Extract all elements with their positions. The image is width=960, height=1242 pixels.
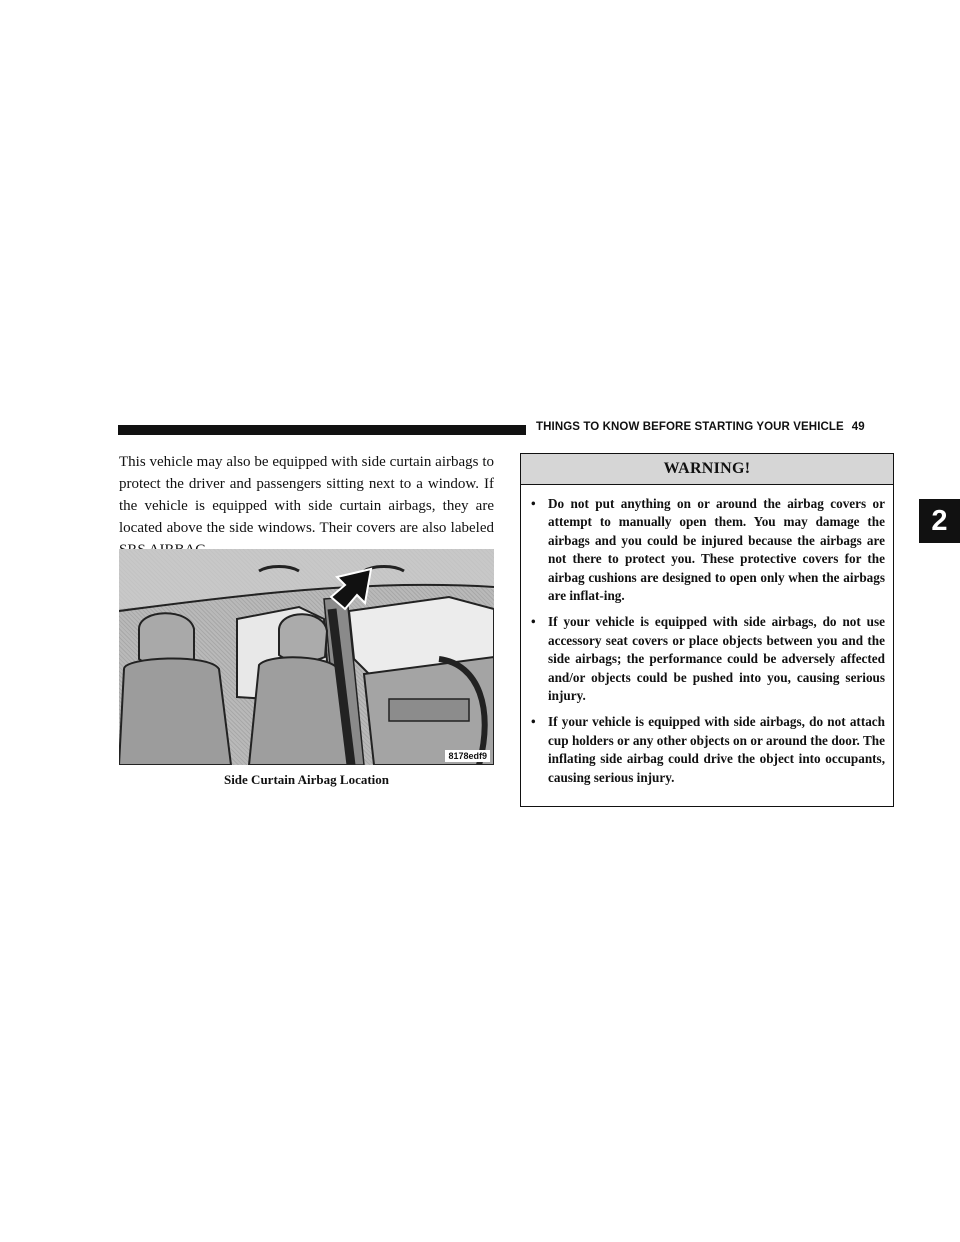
bullet-icon: • bbox=[531, 714, 536, 730]
bullet-icon: • bbox=[531, 614, 536, 630]
page-number: 49 bbox=[851, 421, 865, 433]
warning-item bbox=[531, 713, 885, 787]
warning-box bbox=[520, 453, 894, 807]
running-header bbox=[536, 421, 896, 433]
section-title: THINGS TO KNOW BEFORE STARTING YOUR VEHICLE bbox=[536, 421, 844, 433]
chapter-tab: 2 bbox=[919, 499, 960, 543]
intro-paragraph: This vehicle may also be equipped with side curtain airbags to protect the driver and passengers sitting next to a window. If the vehicle is equipped with side curtain airbags, they are located above the side windows. Their covers are also labeled bbox=[119, 454, 494, 536]
warning-item bbox=[531, 613, 885, 705]
car-interior-illustration bbox=[119, 549, 494, 765]
airbag-location-figure bbox=[119, 549, 494, 765]
header-rule bbox=[118, 425, 526, 435]
warning-item-text: If your vehicle is equipped with side airbags, do not attach cup holders or any other objects on or around the door. The inflating side airbag could drive the object into occupants, causing serious injury. bbox=[548, 714, 885, 785]
warning-title: WARNING! bbox=[521, 454, 893, 485]
warning-list bbox=[521, 485, 893, 787]
warning-item bbox=[531, 495, 885, 605]
warning-item-text: Do not put anything on or around the airbag covers or attempt to manually open them. You may damage the airbags and you could be injured because the airbags are not there to protect you. These protective covers for the airbag cushions are designed to open only when the airbags are inflat-ing. bbox=[548, 496, 885, 604]
figure-caption: Side Curtain Airbag Location bbox=[223, 772, 390, 787]
bullet-icon: • bbox=[531, 496, 536, 511]
warning-item-text: If your vehicle is equipped with side airbags, do not use accessory seat covers or place objects between you and the side airbags; the performance could be adversely affected and/or objects could be pushed into you, causing serious injury. bbox=[548, 614, 885, 704]
figure-code: 8178edf9 bbox=[445, 750, 490, 762]
